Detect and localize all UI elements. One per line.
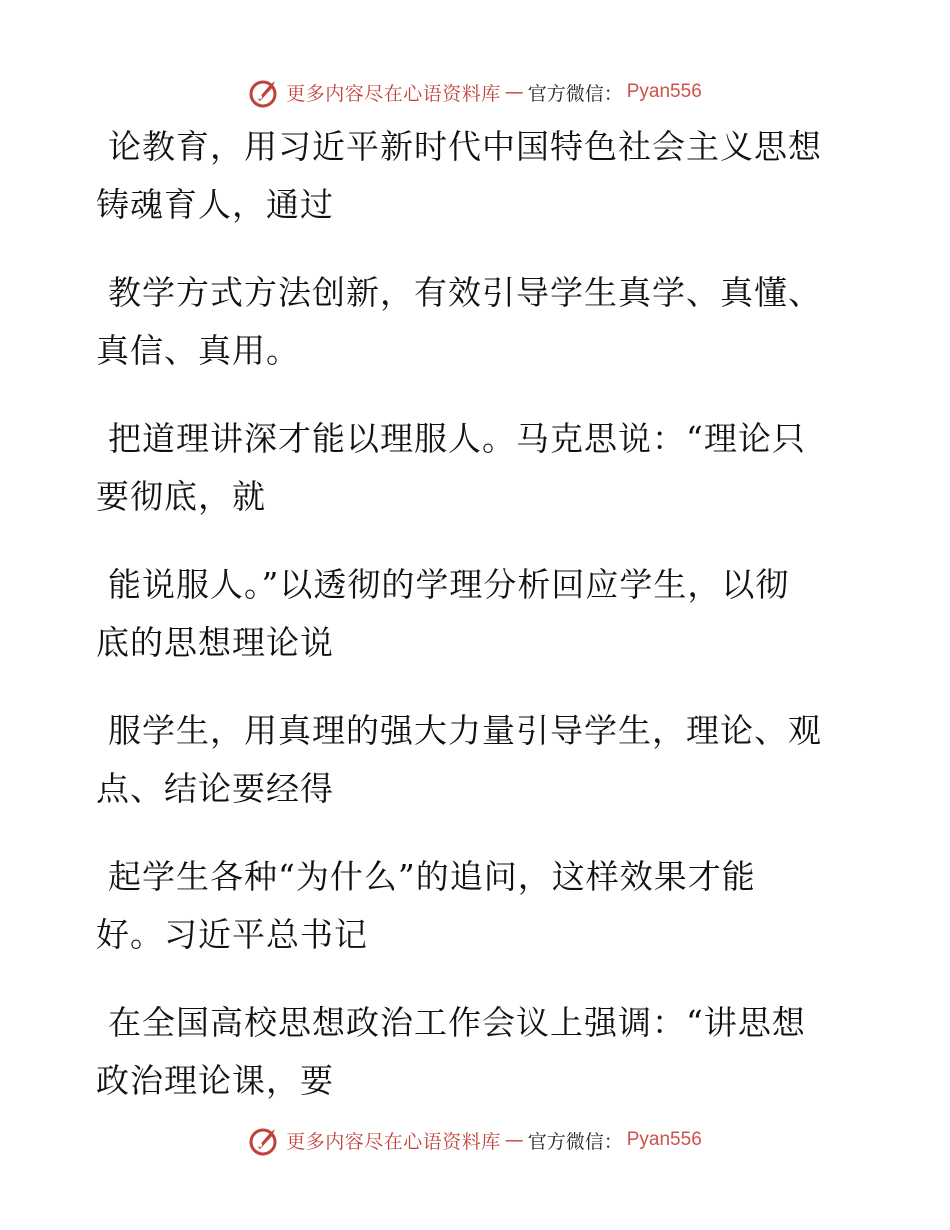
header-watermark [0,72,950,112]
paragraph-line: 要彻底，就 [96,477,266,516]
paragraph-line: 论教育，用习近平新时代中国特色社会主义思想 [108,127,822,166]
paragraph-line: 在全国高校思想政治工作会议上强调：“讲思想 [108,1003,806,1042]
paragraph-line: 点、结论要经得 [96,769,334,808]
paragraph-1 [96,118,836,234]
watermark-wechat-id: Pyan556 [626,81,702,102]
paragraph-6 [96,848,836,964]
paragraph-7 [96,994,836,1110]
paragraph-line: 铸魂育人，通过 [96,185,334,224]
paragraph-line: 能说服人。”以透彻的学理分析回应学生，以彻 [108,565,790,604]
paragraph-line: 底的思想理论说 [96,623,334,662]
paragraph-5 [96,702,836,818]
paragraph-2 [96,264,836,380]
footer-watermark [0,1120,950,1160]
document-body [96,118,836,1140]
watermark-official-label: 官方微信： [527,1130,623,1153]
watermark-brand [248,1123,702,1157]
paragraph-line: 教学方式方法创新，有效引导学生真学、真懂、 [108,273,822,312]
pen-nib-logo-icon [248,1123,282,1157]
watermark-site-text: 更多内容尽在心语资料库 [286,82,501,105]
pen-nib-logo-icon [248,75,282,109]
paragraph-line: 真信、真用。 [96,331,300,370]
watermark-brand [248,75,702,109]
paragraph-4 [96,556,836,672]
watermark-wechat-id: Pyan556 [626,1129,702,1150]
watermark-dash: — [504,81,524,103]
paragraph-3 [96,410,836,526]
watermark-dash: — [504,1129,524,1151]
paragraph-line: 好。习近平总书记 [96,915,368,954]
paragraph-line: 把道理讲深才能以理服人。马克思说：“理论只 [108,419,806,458]
paragraph-line: 服学生，用真理的强大力量引导学生，理论、观 [108,711,822,750]
watermark-official-label: 官方微信： [527,82,623,105]
watermark-site-text: 更多内容尽在心语资料库 [286,1130,501,1153]
paragraph-line: 政治理论课，要 [96,1061,334,1100]
paragraph-line: 起学生各种“为什么”的追问，这样效果才能 [108,857,756,896]
